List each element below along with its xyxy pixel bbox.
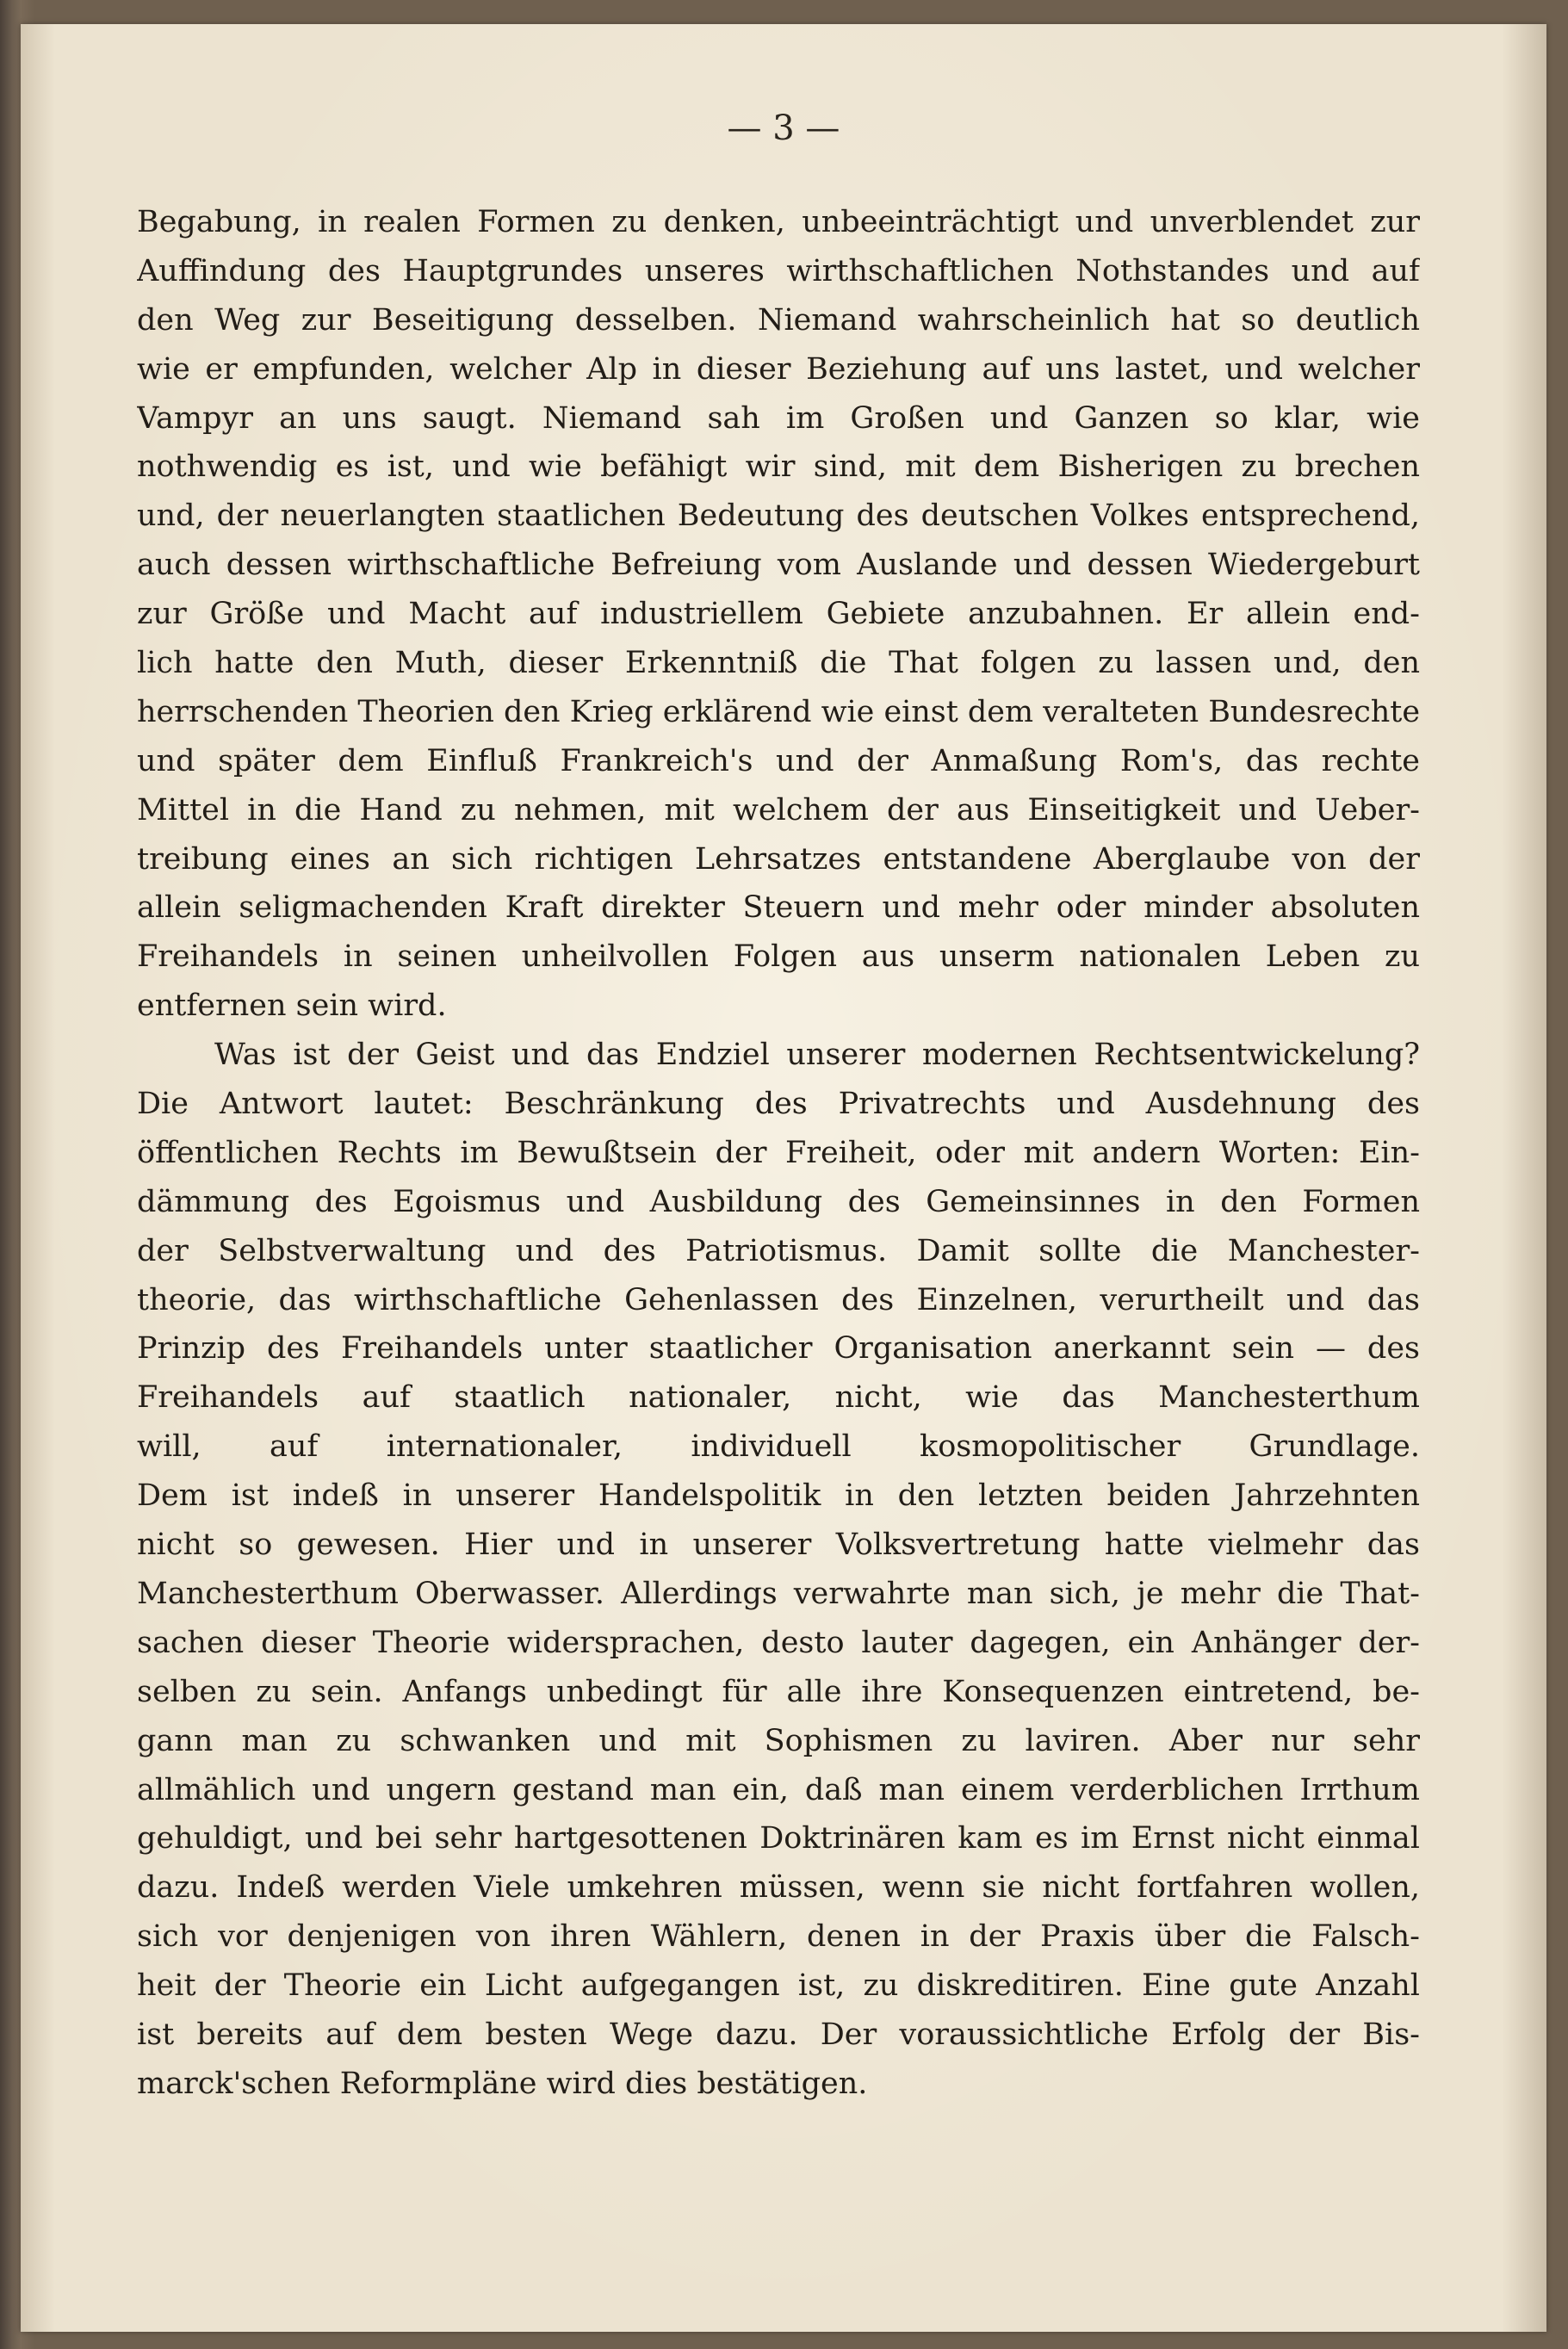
body-text (137, 198, 1420, 2109)
text-line: allein seligmachenden Kraft direkter Steuern und mehr oder minder absoluten (137, 890, 1420, 926)
text-line: gann man zu schwanken und mit Sophismen zu laviren. Aber nur sehr (137, 1723, 1420, 1758)
text-line: herrschenden Theorien den Krieg erklärend wie einst dem veralteten Bundesrechte (137, 694, 1420, 729)
text-line: den Weg zur Beseitigung desselben. Niemand wahrscheinlich hat so deutlich (137, 302, 1420, 338)
text-line: theorie, das wirthschaftliche Gehenlassen des Einzelnen, verurtheilt und das (137, 1282, 1420, 1317)
text-line: und später dem Einfluß Frankreich's und der Anmaßung Rom's, das rechte (137, 743, 1420, 778)
paragraph (137, 198, 1420, 1031)
text-line: selben zu sein. Anfangs unbedingt für alle ihre Konsequenzen eintretend, be- (137, 1674, 1420, 1709)
page-number: — 3 — (727, 108, 840, 148)
text-line: lich hatte den Muth, dieser Erkenntniß die That folgen zu lassen und, den (137, 646, 1420, 681)
paragraph (137, 1031, 1420, 2109)
text-line: gehuldigt, und bei sehr hartgesottenen Doktrinären kam es im Ernst nicht einmal (137, 1821, 1420, 1856)
text-line: zur Größe und Macht auf industriellem Gebiete anzubahnen. Er allein end- (137, 597, 1420, 632)
text-line: Manchesterthum Oberwasser. Allerdings verwahrte man sich, je mehr die That- (137, 1576, 1420, 1611)
text-line: dazu. Indeß werden Viele umkehren müssen, wenn sie nicht fortfahren wollen, (137, 1870, 1420, 1906)
text-line: allmählich und ungern gestand man ein, daß man einem verderblichen Irrthum (137, 1772, 1420, 1807)
text-line: Was ist der Geist und das Endziel unserer modernen Rechtsentwickelung? (214, 1038, 1420, 1073)
text-line: ist bereits auf dem besten Wege dazu. Der voraussichtliche Erfolg der Bis- (137, 2017, 1420, 2052)
text-line: öffentlichen Rechts im Bewußtsein der Freiheit, oder mit andern Worten: Ein- (137, 1135, 1420, 1170)
text-line: dämmung des Egoismus und Ausbildung des Gemeinsinnes in den Formen (137, 1184, 1420, 1219)
text-line: auch dessen wirthschaftliche Befreiung vom Auslande und dessen Wiedergeburt (137, 548, 1420, 583)
text-line: Freihandels auf staatlich nationaler, nicht, wie das Manchesterthum (137, 1380, 1420, 1416)
text-line: nothwendig es ist, und wie befähigt wir sind, mit dem Bisherigen zu brechen (137, 449, 1420, 485)
text-line: und, der neuerlangten staatlichen Bedeutung des deutschen Volkes entsprechend, (137, 499, 1420, 534)
text-line: Begabung, in realen Formen zu denken, unbeeinträchtigt und unverblendet zur (137, 205, 1420, 239)
text-line: will, auf internationaler, individuell kosmopolitischer Grundlage. (137, 1429, 1420, 1465)
book-page (21, 24, 1546, 2332)
text-line: sich vor denjenigen von ihren Wählern, denen in der Praxis über die Falsch- (137, 1919, 1420, 1955)
text-line: wie er empfunden, welcher Alp in dieser Beziehung auf uns lastet, und welcher (137, 351, 1420, 387)
text-line: nicht so gewesen. Hier und in unserer Volksvertretung hatte vielmehr das (137, 1528, 1420, 1563)
text-line: Mittel in die Hand zu nehmen, mit welchem der aus Einseitigkeit und Ueber- (137, 792, 1420, 827)
text-line: Die Antwort lautet: Beschränkung des Privatrechts und Ausdehnung des (137, 1087, 1420, 1122)
text-line: heit der Theorie ein Licht aufgegangen ist, zu diskreditiren. Eine gute Anzahl (137, 1968, 1420, 2004)
text-line: Auffindung des Hauptgrundes unseres wirthschaftlichen Nothstandes und auf (137, 253, 1420, 288)
text-line: Dem ist indeß in unserer Handelspolitik in den letzten beiden Jahrzehnten (137, 1478, 1420, 1514)
text-line: Vampyr an uns saugt. Niemand sah im Großen und Ganzen so klar, wie (137, 400, 1420, 436)
text-line: Freihandels in seinen unheilvollen Folgen aus unserm nationalen Leben zu (137, 939, 1420, 975)
text-line: marck'schen Reformpläne wird dies bestätigen. (137, 2066, 868, 2101)
text-line: treibung eines an sich richtigen Lehrsatzes entstandene Aberglaube von der (137, 841, 1420, 877)
text-line: entfernen sein wird. (137, 989, 447, 1024)
text-line: Prinzip des Freihandels unter staatlicher Organisation anerkannt sein — des (137, 1331, 1420, 1367)
text-line: sachen dieser Theorie widersprachen, desto lauter dagegen, ein Anhänger der- (137, 1625, 1420, 1660)
text-line: der Selbstverwaltung und des Patriotismus. Damit sollte die Manchester- (137, 1233, 1420, 1268)
